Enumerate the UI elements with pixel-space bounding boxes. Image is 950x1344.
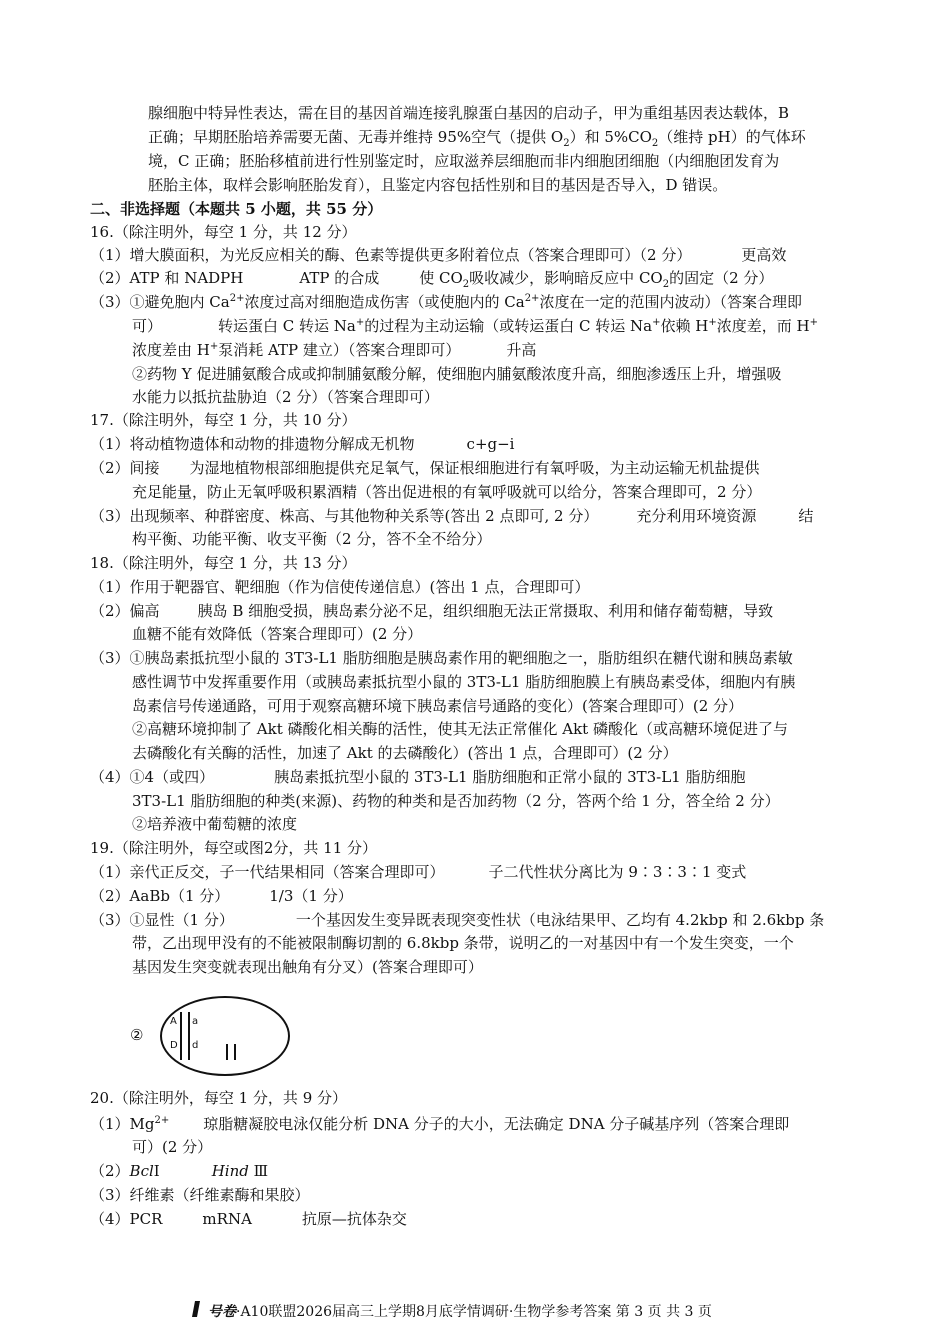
cell-outline: [160, 996, 290, 1076]
answer-line: ②高糖环境抑制了 Akt 磷酸化相关酶的活性，使其无法正常催化 Akt 磷酸化（或高糖环境促进了与: [132, 720, 788, 738]
answer-line: （3）纤维素（纤维素酶和果胶）: [90, 1186, 310, 1204]
question-head: 20.（除注明外，每空 1 分，共 9 分）: [90, 1089, 348, 1107]
answer-line: 3T3-L1 脂肪细胞的种类(来源)、药物的种类和是否加药物（2 分，答两个给 1 分，答全给 2 分）: [132, 792, 780, 810]
answer-line: 带，乙出现甲没有的不能被限制酶切割的 6.8kbp 条带，说明乙的一对基因中有一个发生突变，一个: [132, 934, 794, 952]
answer-line: （2）AaBb（1 分） 1/3（1 分）: [90, 887, 353, 905]
chromosome: [188, 1012, 190, 1060]
answer-line: （1）将动植物遗体和动物的排遗物分解成无机物 c+g−i: [90, 435, 515, 453]
intro-line: 胚胎主体，取样会影响胚胎发育），且鉴定内容包括性别和目的基因是否导入，D 错误。: [148, 176, 728, 194]
allele-label: a: [192, 1016, 199, 1027]
answer-line: （3）出现频率、种群密度、株高、与其他物种关系等(答出 2 点即可, 2 分） 充分利用环境资源 结: [90, 507, 814, 525]
intro-line: 境，C 正确；胚胎移植前进行性别鉴定时，应取滋养层细胞而非内细胞团细胞（内细胞团发育为: [148, 152, 780, 170]
question-head: 16.（除注明外，每空 1 分，共 12 分）: [90, 223, 357, 241]
answer-line: （2）偏高 胰岛 B 细胞受损，胰岛素分泌不足，组织细胞无法正常摄取、利用和储存葡萄糖，导致: [90, 602, 774, 620]
intro-line: 腺细胞中特异性表达，需在目的基因首端连接乳腺蛋白基因的启动子，甲为重组基因表达载体，B: [148, 104, 790, 122]
answer-line: 去磷酸化有关酶的活性，加速了 Akt 的去磷酸化）(答出 1 点，合理即可）(2 分）: [132, 744, 678, 762]
answer-line: （2）间接 为湿地植物根部细胞提供充足氧气，保证根细胞进行有氧呼吸，为主动运输无机盐提供: [90, 459, 760, 477]
answer-line: 充足能量，防止无氧呼吸积累酒精（答出促进根的有氧呼吸就可以给分，答案合理即可，2 分）: [132, 483, 762, 501]
section-heading: 二、非选择题（本题共 5 小题，共 55 分）: [90, 200, 383, 218]
footer-text: ·A10联盟2026届高三上学期8月底学情调研·生物学参考答案 第 3 页 共 3 页: [236, 1304, 712, 1320]
answer-line: （4）①4（或四） 胰岛素抵抗型小鼠的 3T3-L1 脂肪细胞和正常小鼠的 3T3-L1 脂肪细胞: [90, 768, 746, 786]
answer-line: 岛素信号传递通路，可用于观察高糖环境下胰岛素信号通路的变化）(答案合理即可）(2 分）: [132, 697, 744, 715]
question-head: 19.（除注明外，每空或图2分，共 11 分）: [90, 839, 378, 857]
allele-label: A: [170, 1016, 177, 1027]
chromosome: [234, 1044, 236, 1060]
intro-line: 正确；早期胚胎培养需要无菌、无毒并维持 95%空气（提供 $O_2$）和 $5\%CO_2$（维持 pH）的气体环: [148, 128, 806, 149]
allele-label: D: [170, 1040, 178, 1051]
answer-line: $(1)Mg^{2+}$ 琼脂糖凝胶电泳仅能分析 DNA 分子的大小，无法确定 DNA 分子碱基序列（答案合理即: [90, 1115, 790, 1133]
answer-line: （1）增大膜面积，为光反应相关的酶、色素等提供更多附着位点（答案合理即可）（2 分） 更高效: [90, 246, 787, 264]
answer-line: 浓度差由 H+泵消耗 ATP 建立）（答案合理即可） 升高: [132, 341, 537, 359]
answer-line: （3）①显性（1 分） 一个基因发生变异既表现突变性状（电泳结果甲、乙均有 4.2kbp 和 2.6kbp 条: [90, 911, 825, 929]
cell-diagram: [130, 996, 290, 1076]
page-footer: [190, 1300, 712, 1324]
answer-line: （2）ATP 和 NADPH ATP 的合成 使 $CO_2$吸收减少，影响暗反应中 $CO_2$的固定（2 分）: [90, 269, 774, 290]
question-head: 17.（除注明外，每空 1 分，共 10 分）: [90, 411, 357, 429]
answer-line: 水能力以抵抗盐胁迫（2 分）（答案合理即可）: [132, 388, 439, 406]
allele-label: d: [192, 1040, 199, 1051]
answer-line: 感性调节中发挥重要作用（或胰岛素抵抗型小鼠的 3T3-L1 脂肪细胞膜上有胰岛素受体，细胞内有胰: [132, 673, 796, 691]
answer-line: 构平衡、功能平衡、收支平衡（2 分，答不全不给分）: [132, 530, 492, 548]
answer-line: （4）PCR mRNA 抗原—抗体杂交: [90, 1210, 407, 1228]
answer-line: （3）①避免胞内 $Ca^{2+}$浓度过高对细胞造成伤害（或使胞内的 $Ca^{2+}$浓度在一定的范围内波动）（答案合理即: [90, 293, 802, 311]
answer-line: 血糖不能有效降低（答案合理即可）(2 分）: [132, 625, 423, 643]
answer-line: ②培养液中葡萄糖的浓度: [132, 815, 298, 833]
brand-name: 号卷: [208, 1304, 236, 1320]
answer-line: （2）BclⅠ Hind Ⅲ: [90, 1162, 269, 1180]
brand-logo: [190, 1300, 204, 1324]
answer-line: （1）亲代正反交，子一代结果相同（答案合理即可） 子二代性状分离比为 9∶3∶3∶1 变式: [90, 863, 747, 881]
answer-line: 基因发生突变就表现出触角有分叉）(答案合理即可）: [132, 958, 483, 976]
answer-line: 可）(2 分）: [132, 1138, 213, 1156]
answer-line: （1）作用于靶器官、靶细胞（作为信使传递信息）(答出 1 点，合理即可）: [90, 578, 590, 596]
chromosome: [180, 1012, 182, 1060]
answer-line: ②药物 Y 促进脯氨酸合成或抑制脯氨酸分解，使细胞内脯氨酸浓度升高，细胞渗透压上升，增强吸: [132, 365, 782, 383]
figure-label: ②: [130, 1026, 144, 1044]
chromosome: [226, 1044, 228, 1060]
brand-mark-icon: [190, 1300, 204, 1318]
answer-line: 可） 转运蛋白 C 转运 Na+的过程为主动运输（或转运蛋白 C 转运 Na+依赖 H+浓度差，而 H+: [132, 317, 819, 335]
question-head: 18.（除注明外，每空 1 分，共 13 分）: [90, 554, 357, 572]
answer-line: （3）①胰岛素抵抗型小鼠的 3T3-L1 脂肪细胞是胰岛素作用的靶细胞之一，脂肪组织在糖代谢和胰岛素敏: [90, 649, 793, 667]
